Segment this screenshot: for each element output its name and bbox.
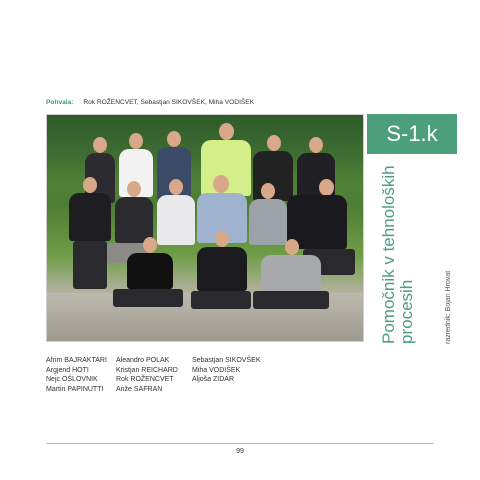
student-name: Afrim BAJRAKTARI [46, 357, 107, 364]
student-name: Martin PAPINUTTI [46, 385, 104, 393]
student-figure [73, 241, 107, 289]
student-figure [127, 253, 173, 289]
program-title-container [380, 158, 416, 344]
student-figure [219, 123, 234, 140]
teacher-container [442, 158, 452, 344]
student-figure [167, 131, 181, 147]
student-column-2 [116, 356, 178, 394]
footer-divider [46, 443, 434, 444]
class-teacher: razrednik: Bojan Hrovat [445, 270, 452, 344]
student-figure [93, 137, 107, 153]
student-column-1 [46, 356, 107, 394]
student-figure [215, 231, 229, 247]
student-figure [249, 199, 287, 245]
student-name: Anže SAFRAN [116, 385, 163, 393]
student-name: Nejc OŠLOVNIK [46, 376, 98, 384]
student-figure [69, 193, 111, 241]
student-figure [267, 135, 281, 151]
student-figure [191, 291, 251, 309]
student-name: Sebastjan SIKOVŠEK [192, 357, 261, 364]
student-column-3 [192, 356, 260, 385]
student-figure [253, 291, 329, 309]
page-number: 99 [236, 448, 244, 455]
student-figure [113, 289, 183, 307]
student-name: Argjend HOTI [46, 366, 89, 374]
student-name: Aleandro POLAK [116, 357, 170, 364]
student-figure [169, 179, 183, 195]
student-figure [143, 237, 157, 253]
class-code-badge: S-1.k [367, 114, 457, 154]
student-figure [285, 239, 299, 255]
student-name: Miha VODIŠEK [192, 366, 241, 374]
student-figure [213, 175, 229, 193]
program-title: Pomočnik v tehnoloških procesih [379, 165, 416, 344]
student-figure [197, 247, 247, 291]
student-figure [129, 133, 143, 149]
student-figure [157, 195, 195, 245]
class-photo [46, 114, 364, 342]
student-figure [319, 179, 334, 196]
praise-label: Pohvala: [46, 99, 74, 106]
student-name: Rok ROŽENCVET [116, 376, 174, 384]
student-figure [261, 255, 321, 291]
student-figure [127, 181, 141, 197]
student-figure [115, 197, 153, 243]
student-name: Aljoša ZIDAR [192, 376, 235, 384]
student-figure [83, 177, 97, 193]
student-figure [261, 183, 275, 199]
student-figure [309, 137, 323, 153]
praise-line [46, 99, 254, 106]
praise-names: Rok ROŽENCVET, Sebastjan SIKOVŠEK, Miha VODIŠEK [83, 99, 255, 106]
student-name: Kristjan REICHARD [116, 366, 178, 374]
